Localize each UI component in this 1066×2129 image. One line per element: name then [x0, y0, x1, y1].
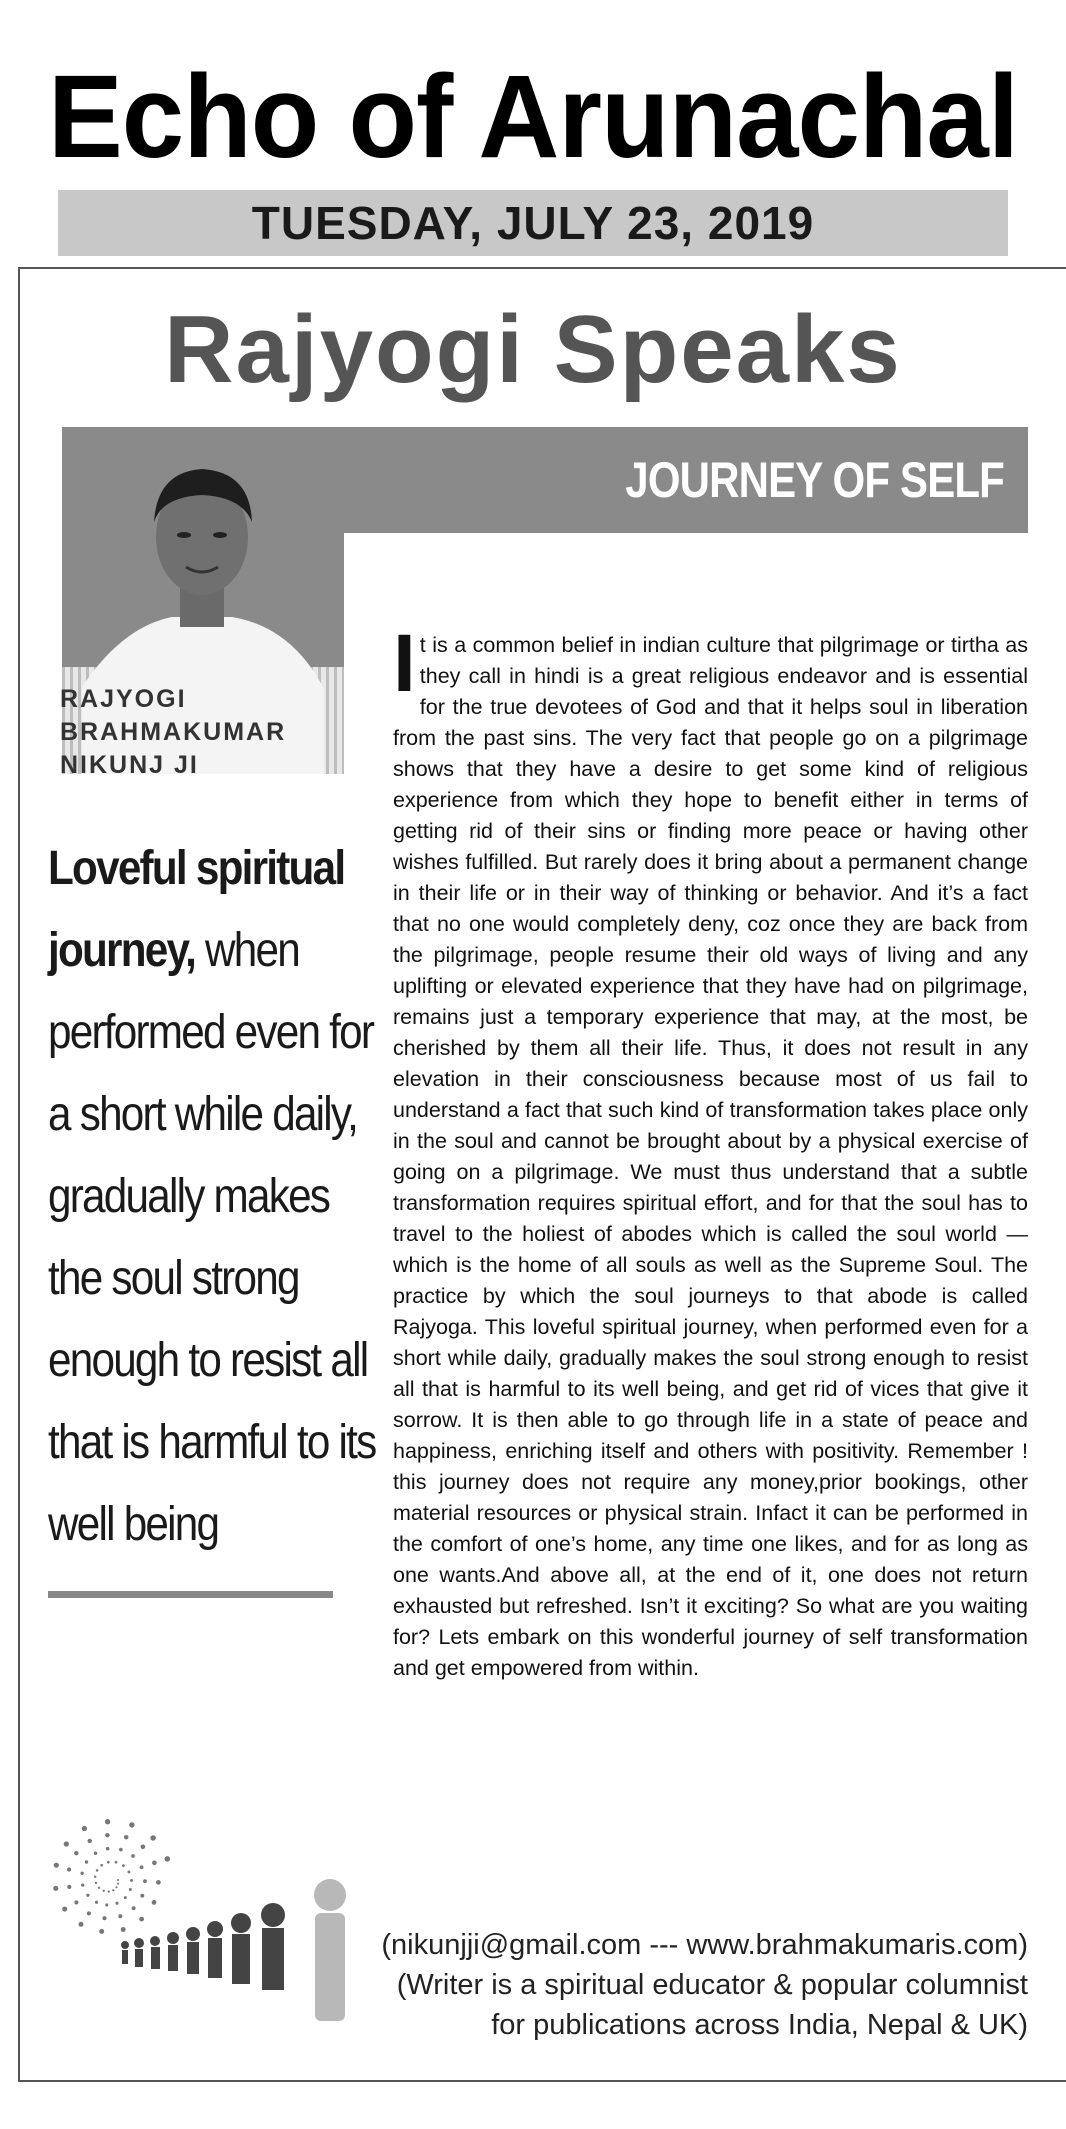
pull-quote-bold: Loveful spiritual journey, [48, 842, 345, 977]
author-name-line3: NIKUNJ JI [60, 751, 199, 779]
article-headline: JOURNEY OF SELF TRANSFORMATION [619, 452, 1004, 588]
newspaper-masthead: Echo of Arunachal [47, 51, 1019, 183]
author-bio-line1: (Writer is a spiritual educator & popular columnist [396, 1969, 1028, 2001]
pull-quote [48, 828, 382, 1566]
author-name-line1: RAJYOGI [60, 685, 187, 713]
pull-quote-divider [48, 1591, 333, 1598]
spiral-figures-illustration [45, 1795, 365, 2025]
author-name-block [60, 683, 350, 782]
author-name-line2: BRAHMAKUMAR [60, 718, 287, 746]
article-footer [360, 1925, 1028, 2045]
author-bio-line2: for publications across India, Nepal & UK) [491, 2009, 1028, 2041]
author-contact: (nikunjji@gmail.com --- www.brahmakumaris.com) [381, 1929, 1028, 1961]
column-title: Rajyogi Speaks [164, 296, 902, 403]
pull-quote-rest: when performed even for a short while daily, gradually makes the soul strong enough to resist all that is harmful to its well being [48, 924, 376, 1551]
article-body [393, 618, 1028, 1684]
drop-cap: I [393, 618, 416, 709]
date-banner: TUESDAY, JULY 23, 2019 [58, 190, 1008, 256]
article-body-text: t is a common belief in indian culture that pilgrimage or tirtha as they call in hindi is a great religious endeavor and is essential for the true devotees of God and that it helps soul in liberation from the past sins. The very fact that people go on a pilgrimage shows that they have a desire to get some kind of religious experience from which they hope to benefit either in terms of getting rid of their sins or finding more peace or having other wishes fulfilled. But rarely does it bring about a permanent change in their life or in their way of thinking or behavior. And it’s a fact that no one would completely deny, coz once they are back from the pilgrimage, people resume their old ways of living and any uplifting or elevated experience that they have had on pilgrimage, remains just a temporary experience that may, at the most, be cherished by them all their life. Thus, it does not result in any elevation in their consciousness because most of us fail to understand a fact that such kind of transformation takes place only in the soul and cannot be brought about by a physical exercise of going on a pilgrimage. We must thus understand that a subtle transformation requires spiritual effort, and for that the soul has to travel to the holiest of abodes which is called the soul world — which is the home of all souls as well as the Supreme Soul. The practice by which the soul journeys to that abode is called Rajyoga. This loveful spiritual journey, when performed even for a short while daily, gradually makes the soul strong enough to resist all that is harmful to its well being, and get rid of vices that give it sorrow. It is then able to go through life in a state of peace and happiness, enriching itself and others with positivity. Remember ! this journey does not require any money,prior bookings, other material resources or physical strain. Infact it can be performed in the comfort of one’s home, any time one likes, and for as long as one wants.And above all, at the end of it, one does not return exhausted but refreshed. Isn’t it exciting? So what are you waiting for? Lets embark on this wonderful journey of self transformation and get empowered from within. [393, 633, 1028, 1680]
